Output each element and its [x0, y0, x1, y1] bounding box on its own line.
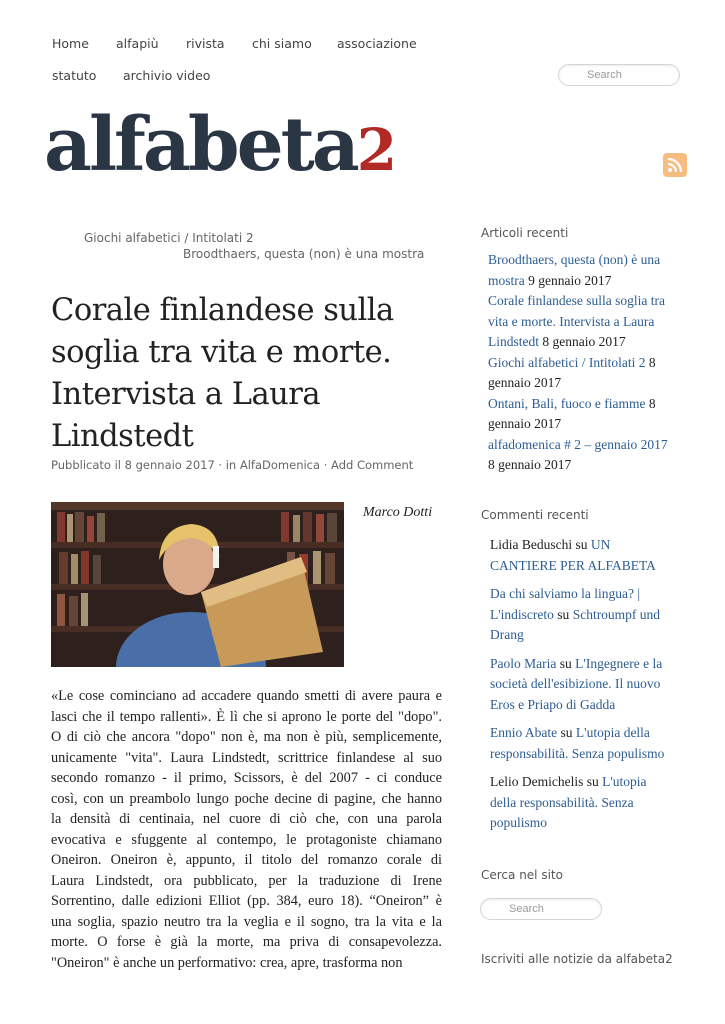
- sidebar-text: su: [557, 725, 576, 740]
- comment-item: [490, 772, 664, 834]
- subscribe-title: Iscriviti alle notizie da alfabeta2: [481, 952, 673, 966]
- sidebar-link[interactable]: Broodthaers, questa (non) è una: [488, 252, 661, 267]
- sidebar-link[interactable]: UN: [590, 537, 611, 552]
- sidebar-line: [490, 793, 664, 814]
- meta-sep: ·: [323, 458, 328, 472]
- sidebar-line: [490, 535, 664, 556]
- sidebar-link[interactable]: alfadomenica # 2 – gennaio 2017: [488, 436, 668, 452]
- sidebar-line: [490, 813, 664, 834]
- sidebar-link[interactable]: L'utopia: [602, 774, 647, 789]
- sidebar-link[interactable]: della responsabilità. Senza: [490, 794, 634, 810]
- nav-home[interactable]: Home: [52, 36, 89, 51]
- meta-date: 8 gennaio 2017: [124, 458, 215, 472]
- sidebar-line: [490, 723, 664, 744]
- sidebar-text: su: [583, 774, 603, 789]
- nav-archivio-video[interactable]: archivio video: [123, 68, 211, 83]
- sidebar-link[interactable]: Giochi alfabetici / Intitolati 2: [488, 354, 646, 370]
- sidebar-line: [488, 250, 668, 271]
- sidebar-line: [488, 271, 668, 292]
- sidebar-text: 8 gennaio 2017: [539, 334, 626, 349]
- sidebar-line: [488, 394, 668, 415]
- sidebar-link[interactable]: Paolo Maria: [490, 655, 557, 671]
- recent-comments-list: [490, 535, 664, 842]
- sidebar-text: 9 gennaio 2017: [524, 272, 612, 288]
- meta-in: · in: [218, 458, 237, 472]
- sidebar-line: [490, 695, 664, 716]
- sidebar-link[interactable]: L'indiscreto: [490, 606, 554, 622]
- sidebar-text: Lelio Demichelis: [490, 774, 584, 789]
- nav-associazione[interactable]: associazione: [337, 36, 417, 51]
- nav-alfapiu[interactable]: alfapiù: [116, 36, 159, 51]
- sidebar-line: [488, 312, 668, 333]
- sidebar-link[interactable]: Ennio Abate: [490, 725, 558, 740]
- rss-icon[interactable]: [663, 153, 687, 177]
- sidebar-link[interactable]: Corale finlandese sulla soglia tra: [488, 293, 665, 308]
- meta-prefix: Pubblicato il: [51, 458, 121, 472]
- sidebar-text: 8: [645, 395, 656, 411]
- sidebar-line: [490, 654, 664, 675]
- sidebar-link[interactable]: mostra: [488, 272, 525, 288]
- sidebar-line: [488, 414, 668, 435]
- sidebar-text: gennaio 2017: [488, 416, 562, 431]
- site-logo[interactable]: alfabeta2: [44, 102, 398, 188]
- sidebar-line: [490, 605, 664, 626]
- article-title: Corale finlandese sulla soglia tra vita e morte. Intervista a Laura Lindstedt: [51, 293, 394, 454]
- sidebar-link[interactable]: populismo: [490, 815, 548, 830]
- sidebar-text: gennaio 2017: [488, 375, 562, 390]
- sidebar-link[interactable]: CANTIERE PER ALFABETA: [490, 557, 656, 573]
- article-body: «Le cose cominciano ad accadere quando smetti di avere paura e lasci che il tempo rallenti». È lì che si aprono le porte del "dopo". O di ciò che ancora "dopo" non è, ma non è più, semplicemente, unicamente "vita". Laura Lindstedt, scrittrice finlandese al suo secondo romanzo - il primo, Scissors, è del 2007 - ci conduce così, con un preambolo lungo poche decine di pagine, che hanno la densità di centinaia, nel cuore di ciò che, con una parola evocativa e sfuggente al contempo, le protagoniste chiamano Oneiron. Oneiron è, appunto, il titolo del romanzo corale di Laura Lindstedt, ora pubblicato, per la traduzione di Irene Sorrentino, dalle edizioni Elliot (pp. 384, euro 18). “Oneiron” è una soglia, spazio neutro tra la veglia e il sogno, tra la vita e la morte. O forse è già la morte, ma priva di consapevolezza. "Oneiron" è anche un performativo: crea, apre, trasforma non: [51, 688, 442, 971]
- sidebar-line: [488, 291, 668, 312]
- sidebar-search-input[interactable]: Search: [480, 898, 602, 920]
- sidebar-link[interactable]: L'Ingegnere e la: [575, 655, 663, 671]
- article-meta: [51, 458, 413, 472]
- sidebar-line: [488, 353, 668, 374]
- sidebar-line: [490, 625, 664, 646]
- comment-item: [490, 723, 664, 764]
- nav-rivista[interactable]: rivista: [186, 36, 225, 51]
- sidebar-link[interactable]: L'utopia della: [575, 725, 650, 740]
- sidebar-link[interactable]: Ontani, Bali, fuoco e fiamme: [488, 395, 646, 411]
- sidebar-text: 8: [645, 354, 656, 370]
- sidebar-link[interactable]: società dell'esibizione. Il nuovo: [490, 676, 661, 691]
- site-search-title: Cerca nel sito: [481, 868, 563, 882]
- header-search-input[interactable]: Search: [558, 64, 680, 86]
- sidebar-text: Lidia Beduschi: [490, 537, 573, 552]
- add-comment-link[interactable]: Add Comment: [331, 458, 414, 472]
- sidebar-text: su: [572, 537, 591, 552]
- sidebar-text: su: [556, 655, 576, 671]
- sidebar-line: [490, 584, 664, 605]
- sidebar-link[interactable]: responsabilità. Senza populismo: [490, 745, 665, 761]
- next-post-link[interactable]: Broodthaers, questa (non) è una mostra: [183, 247, 425, 261]
- sidebar-text: su: [553, 606, 573, 622]
- sidebar-line: [490, 772, 664, 793]
- article-author: Marco Dotti: [363, 505, 433, 520]
- sidebar-line: [488, 435, 668, 456]
- sidebar-link[interactable]: Lindstedt: [488, 334, 539, 349]
- sidebar-text: 8 gennaio 2017: [488, 457, 572, 472]
- comment-item: [490, 584, 664, 646]
- comment-item: [490, 535, 664, 576]
- sidebar-link[interactable]: Eros e Priapo di Gadda: [490, 696, 616, 712]
- sidebar-link[interactable]: vita e morte. Intervista a Laura: [488, 313, 655, 329]
- sidebar-line: [490, 674, 664, 695]
- article-photo: [51, 502, 344, 667]
- sidebar-line: [490, 556, 664, 577]
- sidebar-link[interactable]: Da chi salviamo la lingua? |: [490, 586, 641, 601]
- prev-post-link[interactable]: Giochi alfabetici / Intitolati 2: [84, 231, 254, 245]
- recent-comments-title: Commenti recenti: [481, 508, 589, 522]
- sidebar-line: [488, 332, 668, 353]
- sidebar-line: [490, 744, 664, 765]
- nav-statuto[interactable]: statuto: [52, 68, 97, 83]
- nav-chi-siamo[interactable]: chi siamo: [252, 36, 312, 51]
- recent-posts-list: [488, 250, 668, 476]
- comment-item: [490, 654, 664, 716]
- sidebar-line: [488, 373, 668, 394]
- meta-category-link[interactable]: AlfaDomenica: [239, 458, 321, 472]
- sidebar-link[interactable]: Drang: [490, 627, 524, 642]
- sidebar-line: [488, 455, 668, 476]
- recent-posts-title: Articoli recenti: [481, 226, 569, 240]
- sidebar-link[interactable]: Schtroumpf und: [572, 606, 661, 622]
